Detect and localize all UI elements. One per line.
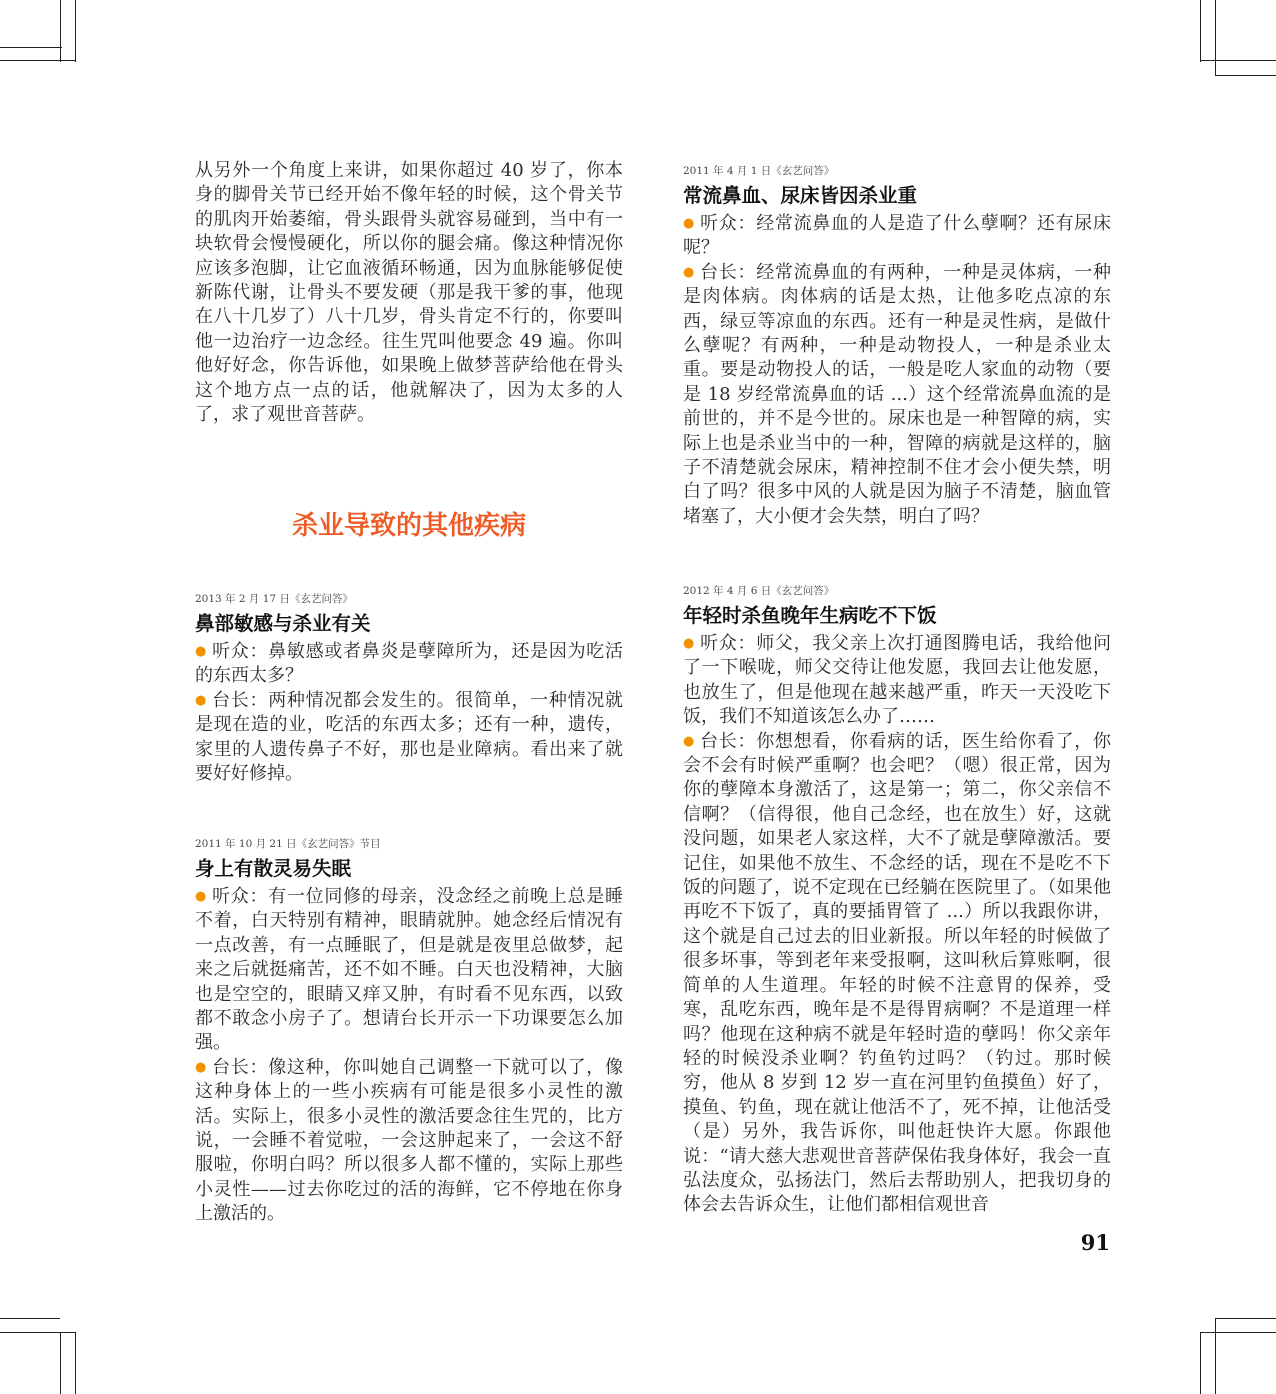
article-date: 2011 年 4 月 1 日《玄艺问答》 — [683, 165, 835, 177]
article-date: 2013 年 2 月 17 日《玄艺问答》 — [195, 593, 353, 605]
listener-question: ● 听众：鼻敏感或者鼻炎是孽障所为，还是因为吃活的东西太多？ — [195, 641, 624, 687]
article-date: 2012 年 4 月 6 日《玄艺问答》 — [683, 585, 835, 597]
crop-mark-bottom-left-v2 — [75, 1332, 76, 1394]
bullet-icon: ● — [683, 264, 696, 280]
left-column — [195, 159, 623, 427]
section-heading: 杀业导致的其他疾病 — [291, 511, 526, 541]
bullet-icon: ● — [683, 733, 696, 749]
crop-mark-top-right-h2 — [1200, 60, 1276, 61]
article-fish-karma — [683, 584, 1111, 1218]
bullet-icon: ● — [195, 1059, 208, 1075]
crop-mark-bottom-left-h — [0, 1332, 75, 1333]
article-title: 年轻时杀鱼晚年生病吃不下饭 — [683, 604, 937, 627]
bullet-icon: ● — [195, 889, 208, 904]
host-answer: ● 台长：经常流鼻血的有两种，一种是灵体病，一种是肉体病。肉体病的话是太热，让他多吃点凉的东西，绿豆等凉血的东西。还有一种是灵性病，是做什么孽呢？有两种，一种是动物投人，一种是杀业太重。要是动物投人的话，一般是吃人家血的动物（要是 18 岁经常流鼻血的话 ...）这个经常流鼻血流的是前世的，并不是今世的。尿床也是一种智障的病，实际上也是杀业当中的一种，智障的病就是这样的，脑子不清楚就会尿床，精神控制不住才会小便失禁，明白了吗？很多中风的人就是因为脑子不清楚，脑血管堵塞了，大小便才会失禁，明白了吗？ — [683, 261, 1112, 527]
article-nosebleed — [683, 164, 1111, 529]
host-answer: ● 台长：像这种，你叫她自己调整一下就可以了，像这种身体上的一些小疾病有可能是很多小灵性的激活。实际上，很多小灵性的激活要念往生咒的，比方说，一会睡不着觉啦，一会这肿起来了，一会这不舒服啦，你明白吗？所以很多人都不懂的，实际上那些小灵性——过去你吃过的活的海鲜，它不停地在你身上激活的。 — [195, 1056, 624, 1225]
article-nasal-sensitivity — [195, 592, 623, 786]
crop-mark-bottom-left-h2 — [0, 1318, 60, 1319]
article-title: 常流鼻血、尿床皆因杀业重 — [683, 184, 918, 207]
host-answer: ● 台长：你想想看，你看病的话，医生给你看了，你会不会有时候严重啊？也会吧？（嗯）很正常，因为你的孽障本身激活了，这是第一；第二，你父亲信不信啊？（信得很，他自己念经，也在放生）好，这就没问题，如果老人家这样，大不了就是孽障激活。要记住，如果他不放生、不念经的话，现在不是吃不下饭的问题了，说不定现在已经躺在医院里了。（如果他再吃不下饭了，真的要插胃管了 ...）所以我跟你讲，这个就是自己过去的旧业新报。所以年轻的时候做了很多坏事，等到老年来受报啊，这叫秋后算账啊，很简单的人生道理。年轻的时候不注意胃的保养，受寒，乱吃东西，晚年是不是得胃病啊？不是道理一样吗？他现在这种病不就是年轻时造的孽吗！你父亲年轻的时候没杀业啊？钓鱼钓过吗？（钓过。那时候穷，他从 8 岁到 12 岁一直在河里钓鱼摸鱼）好了，摸鱼、钓鱼，现在就让他活不了，死不掉，让他活受（是）另外，我告诉你，叫他赶快许大愿。你跟他说：“请大慈大悲观世音菩萨保佑我身体好，我会一直弘法度众，弘扬法门，然后去帮助别人，把我切身的体会去告诉众生，让他们都相信观世音 — [683, 730, 1112, 1216]
host-answer: ● 台长：两种情况都会发生的。很简单，一种情况就是现在造的业，吃活的东西太多；还有一种，遗传，家里的人遗传鼻子不好，那也是业障病。看出来了就要好好修掉。 — [195, 689, 624, 785]
crop-mark-top-right-v2 — [1215, 0, 1216, 75]
crop-mark-bottom-right-v2 — [1215, 1318, 1216, 1394]
bullet-icon: ● — [195, 644, 208, 659]
crop-mark-bottom-right-h2 — [1215, 1318, 1276, 1319]
crop-mark-top-left-v2 — [75, 0, 76, 62]
crop-mark-top-left-h2 — [0, 60, 75, 61]
bullet-icon: ● — [683, 636, 696, 651]
intro-paragraph: 从另外一个角度上来讲，如果你超过 40 岁了，你本身的脚骨关节已经开始不像年轻的时候，这个骨关节的肌肉开始萎缩，骨头跟骨头就容易碰到，当中有一块软骨会慢慢硬化，所以你的腿会痛。像这种情况你应该多泡脚，让它血液循环畅通，因为血脉能够促使新陈代谢，让骨头不要发硬（那是我干爹的事，他现在八十几岁了）八十几岁，骨头肯定不行的，你要叫他一边治疗一边念经。往生咒叫他要念 49 遍。你叫他好好念，你告诉他，如果晚上做梦菩萨给他在骨头这个地方点一点的话，他就解决了，因为太多的人了，求了观世音菩萨。 — [195, 160, 623, 426]
crop-mark-top-right-h — [1215, 75, 1276, 76]
article-date: 2011 年 10 月 21 日《玄艺问答》节目 — [195, 838, 381, 850]
article-title: 身上有散灵易失眠 — [195, 857, 352, 880]
bullet-icon: ● — [195, 692, 208, 708]
listener-question: ● 听众：师父，我父亲上次打通图腾电话，我给他问了一下喉咙，师父交待让他发愿，我回去让他发愿，也放生了，但是他现在越来越严重，昨天一天没吃下饭，我们不知道该怎么办了…… — [683, 633, 1112, 728]
listener-question: ● 听众：有一位同修的母亲，没念经之前晚上总是睡不着，白天特别有精神，眼睛就肿。她念经后情况有一点改善，有一点睡眠了，但是就是夜里总做梦，起来之后就挺痛苦，还不如不睡。白天也没精神，大脑也是空空的，眼睛又痒又肿，有时看不见东西，以致都不敢念小房子了。想请台长开示一下功课要怎么加强。 — [195, 886, 624, 1054]
article-title: 鼻部敏感与杀业有关 — [195, 612, 371, 635]
crop-mark-bottom-right-h — [1200, 1332, 1276, 1333]
listener-question: ● 听众：经常流鼻血的人是造了什么孽啊？还有尿床呢？ — [683, 213, 1112, 259]
crop-mark-bottom-left-v — [60, 1332, 61, 1394]
page-number: 91 — [1080, 1230, 1110, 1255]
crop-mark-bottom-right-v — [1200, 1332, 1201, 1394]
article-insomnia — [195, 837, 623, 1227]
crop-mark-top-left-v — [60, 0, 61, 62]
crop-mark-top-left-h — [0, 47, 62, 48]
crop-mark-top-right-v — [1200, 0, 1201, 62]
bullet-icon: ● — [683, 216, 696, 231]
